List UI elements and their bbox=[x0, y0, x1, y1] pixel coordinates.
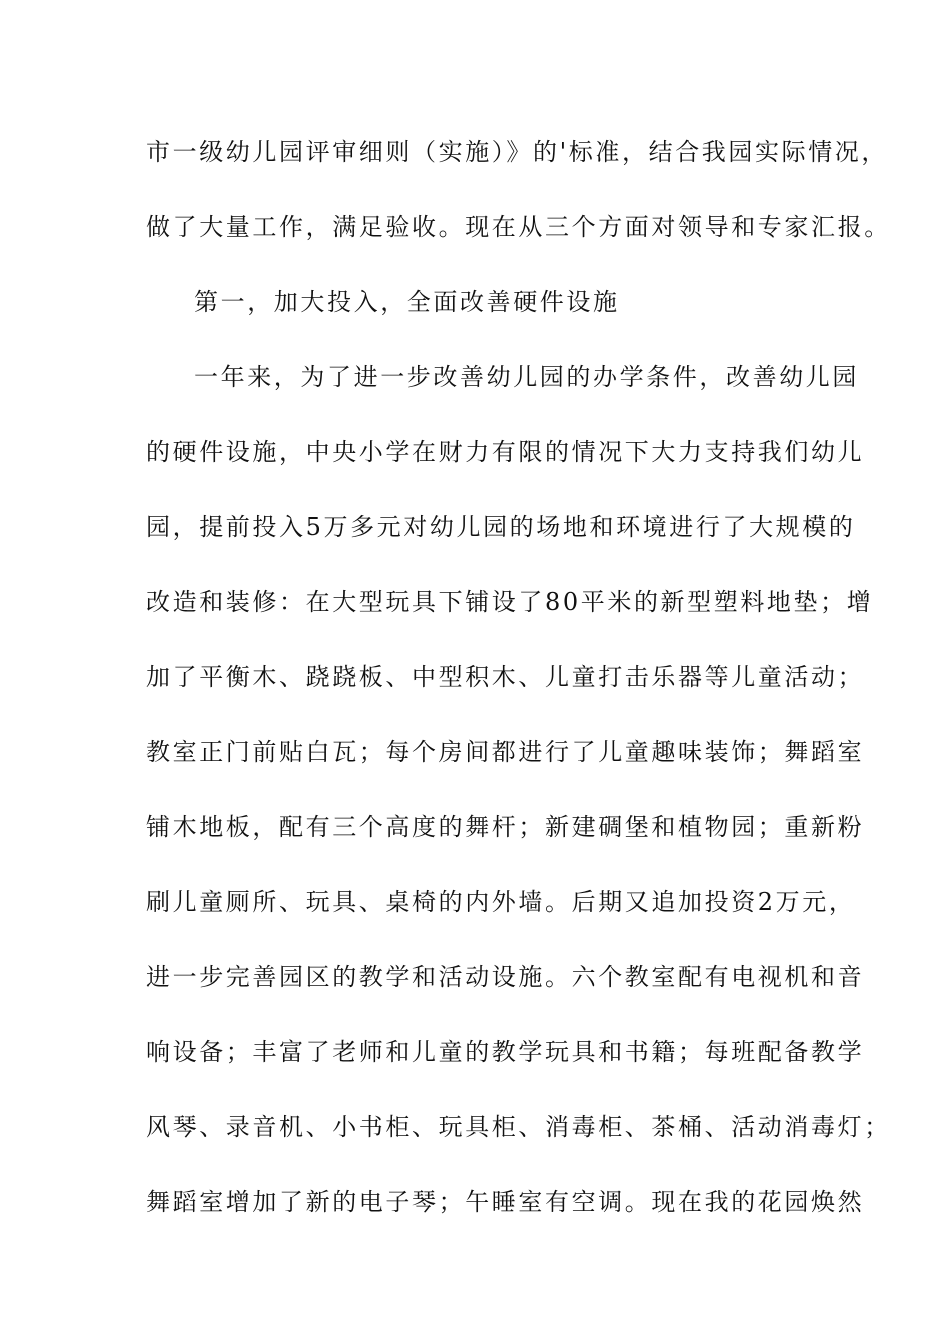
text-line-7: 改造和装修：在大型玩具下铺设了80平米的新型塑料地垫；增 bbox=[146, 588, 874, 616]
text-line-9: 教室正门前贴白瓦；每个房间都进行了儿童趣味装饰；舞蹈室 bbox=[146, 738, 865, 766]
text-line-11: 刷儿童厕所、玩具、桌椅的内外墙。后期又追加投资2万元， bbox=[146, 888, 856, 916]
text-line-1: 市一级幼儿园评审细则（实施）》的'标准，结合我园实际情况， bbox=[146, 138, 888, 166]
paragraph-start-line: 一年来，为了进一步改善幼儿园的办学条件，改善幼儿园 bbox=[194, 363, 859, 391]
text-line-15: 舞蹈室增加了新的电子琴；午睡室有空调。现在我的花园焕然 bbox=[146, 1188, 865, 1216]
text-line-13: 响设备；丰富了老师和儿童的教学玩具和书籍；每班配备教学 bbox=[146, 1038, 865, 1066]
text-line-8: 加了平衡木、跷跷板、中型积木、儿童打击乐器等儿童活动； bbox=[146, 663, 865, 691]
text-line-2: 做了大量工作，满足验收。现在从三个方面对领导和专家汇报。 bbox=[146, 213, 891, 241]
section-heading: 第一，加大投入，全面改善硬件设施 bbox=[194, 288, 620, 316]
text-line-12: 进一步完善园区的教学和活动设施。六个教室配有电视机和音 bbox=[146, 963, 865, 991]
text-line-5: 的硬件设施，中央小学在财力有限的情况下大力支持我们幼儿 bbox=[146, 438, 865, 466]
text-line-10: 铺木地板，配有三个高度的舞杆；新建碉堡和植物园；重新粉 bbox=[146, 813, 865, 841]
text-line-14: 风琴、录音机、小书柜、玩具柜、消毒柜、茶桶、活动消毒灯； bbox=[146, 1113, 891, 1141]
text-line-6: 园，提前投入5万多元对幼儿园的场地和环境进行了大规模的 bbox=[146, 513, 856, 541]
